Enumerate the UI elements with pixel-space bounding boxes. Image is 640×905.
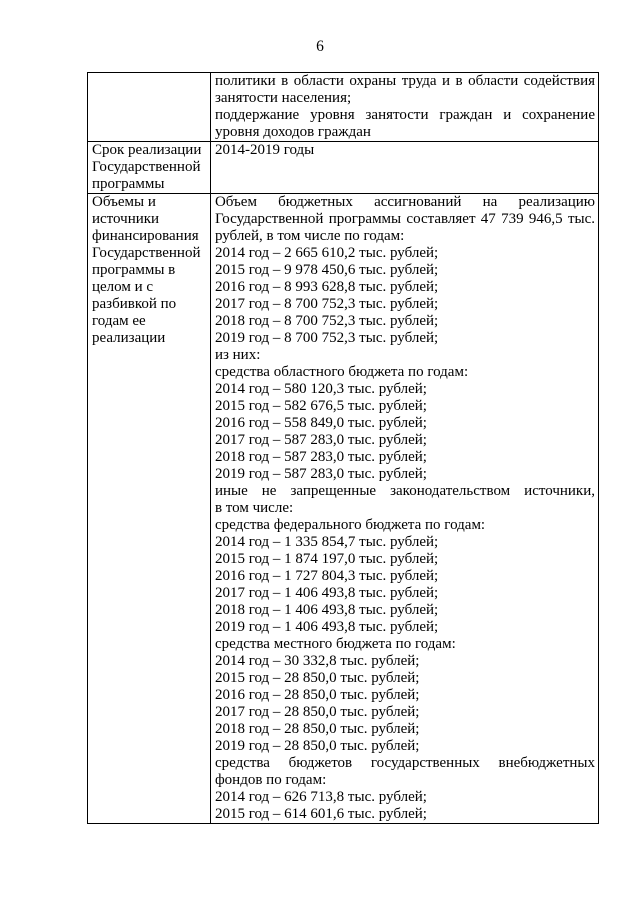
row-value-line: 2015 год – 1 874 197,0 тыс. рублей;: [214, 551, 439, 567]
row-value-line: 2014-2019 годы: [214, 142, 315, 158]
table-row: [88, 73, 599, 142]
row-label-line: годам ее: [92, 313, 146, 329]
row-label-line: источники: [92, 211, 160, 227]
row-value-cell: [210, 73, 598, 142]
row-value-line: 2016 год – 1 727 804,3 тыс. рублей;: [214, 568, 439, 584]
row-label-line: программы: [92, 176, 165, 192]
row-value-line: 2017 год – 8 700 752,3 тыс. рублей;: [214, 296, 439, 312]
row-value-line: иные не запрещенные законодательством источники,: [214, 483, 595, 499]
row-label-line: разбивкой по: [92, 296, 177, 312]
row-label-line: целом и с: [92, 279, 154, 295]
row-label-line: реализации: [92, 330, 166, 346]
row-value-line: 2018 год – 587 283,0 тыс. рублей;: [214, 449, 427, 465]
row-value-line: 2017 год – 587 283,0 тыс. рублей;: [214, 432, 427, 448]
table-row: [88, 142, 599, 194]
row-label-line: программы в: [92, 262, 176, 278]
row-value-line: поддержание уровня занятости граждан и сохранение: [214, 107, 595, 123]
row-value-line: рублей, в том числе по годам:: [214, 228, 405, 244]
row-value-cell: [210, 194, 598, 824]
row-label-line: Объемы и: [92, 194, 156, 210]
row-value-line: 2019 год – 587 283,0 тыс. рублей;: [214, 466, 427, 482]
row-value-line: средства федерального бюджета по годам:: [214, 517, 486, 533]
row-value-line: 2015 год – 28 850,0 тыс. рублей;: [214, 670, 420, 686]
row-value-line: 2016 год – 28 850,0 тыс. рублей;: [214, 687, 420, 703]
table-row: [88, 194, 599, 824]
row-value-line: средства бюджетов государственных внебюджетных: [214, 755, 595, 771]
page-number: 6: [316, 38, 324, 55]
row-value-line: средства местного бюджета по годам:: [214, 636, 456, 652]
row-value-line: 2014 год – 2 665 610,2 тыс. рублей;: [214, 245, 439, 261]
row-label-cell: [88, 194, 211, 824]
row-value-line: 2018 год – 1 406 493,8 тыс. рублей;: [214, 602, 439, 618]
row-value-line: 2014 год – 30 332,8 тыс. рублей;: [214, 653, 420, 669]
row-value-line: 2015 год – 582 676,5 тыс. рублей;: [214, 398, 427, 414]
row-value-line: 2019 год – 28 850,0 тыс. рублей;: [214, 738, 420, 754]
row-value-line: Объем бюджетных ассигнований на реализацию: [214, 194, 595, 210]
row-value-line: 2017 год – 1 406 493,8 тыс. рублей;: [214, 585, 439, 601]
row-value-line: 2018 год – 8 700 752,3 тыс. рублей;: [214, 313, 439, 329]
row-value-line: 2019 год – 8 700 752,3 тыс. рублей;: [214, 330, 439, 346]
row-label-line: финансирования: [92, 228, 199, 244]
passport-table-body: [88, 73, 599, 824]
row-value-line: 2019 год – 1 406 493,8 тыс. рублей;: [214, 619, 439, 635]
row-label-line: Государственной: [92, 159, 201, 175]
row-value-line: занятости населения;: [214, 90, 352, 106]
row-value-line: 2017 год – 28 850,0 тыс. рублей;: [214, 704, 420, 720]
row-label-cell: [88, 73, 211, 142]
row-value-line: из них:: [214, 347, 261, 363]
row-value-line: уровня доходов граждан: [214, 124, 371, 140]
row-value-line: Государственной программы составляет 47 739 946,5 тыс.: [214, 211, 595, 227]
row-value-line: 2018 год – 28 850,0 тыс. рублей;: [214, 721, 420, 737]
row-value-line: 2015 год – 614 601,6 тыс. рублей;: [214, 806, 427, 822]
row-value-cell: [210, 142, 598, 194]
row-label-line: Государственной: [92, 245, 201, 261]
program-passport-table: [87, 72, 599, 824]
row-label-line: Срок реализации: [92, 142, 202, 158]
row-value-line: 2014 год – 626 713,8 тыс. рублей;: [214, 789, 427, 805]
row-value-line: 2014 год – 580 120,3 тыс. рублей;: [214, 381, 427, 397]
row-value-line: средства областного бюджета по годам:: [214, 364, 469, 380]
row-value-line: 2014 год – 1 335 854,7 тыс. рублей;: [214, 534, 439, 550]
row-value-line: 2015 год – 9 978 450,6 тыс. рублей;: [214, 262, 439, 278]
row-value-line: фондов по годам:: [214, 772, 327, 788]
row-label-cell: [88, 142, 211, 194]
row-value-line: в том числе:: [214, 500, 294, 516]
row-value-line: политики в области охраны труда и в области содействия: [214, 73, 595, 89]
row-value-line: 2016 год – 558 849,0 тыс. рублей;: [214, 415, 427, 431]
row-value-line: 2016 год – 8 993 628,8 тыс. рублей;: [214, 279, 439, 295]
